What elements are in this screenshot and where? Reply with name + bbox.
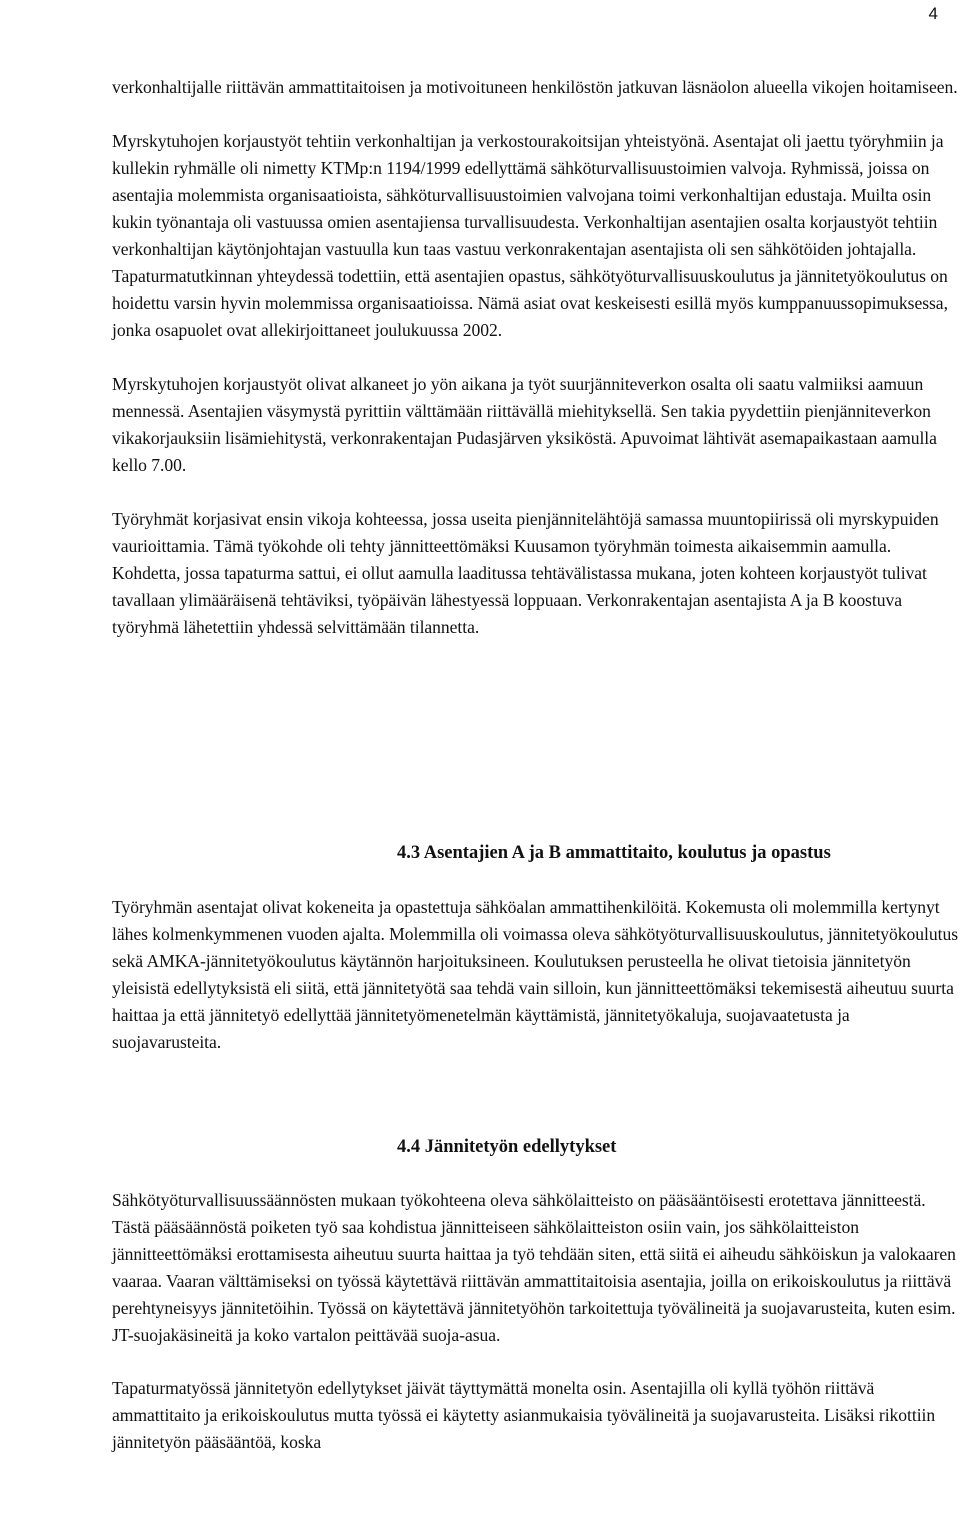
section-heading-4-4: 4.4 Jännitetyön edellytykset (397, 1137, 617, 1157)
paragraph-continuation: verkonhaltijalle riittävän ammattitaitoisen ja motivoituneen henkilöstön jatkuvan läsnäolon alueella vikojen hoitamiseen. (112, 77, 958, 97)
section-4-3-body (112, 894, 960, 1056)
paragraph-live-work-violations: Tapaturmatyössä jännitetyön edellytykset jäivät täyttymättä monelta osin. Asentajilla oli kyllä työhön riittävä ammattitaito ja erikoiskoulutus mutta työssä ei käytetty asianmukaisia työvälineitä ja suojavarusteita. Lisäksi rikottiin jännitetyön pääsääntöä, koska (112, 1378, 936, 1452)
body-text-top (112, 74, 960, 641)
paragraph-live-work-rules: Sähkötyöturvallisuussäännösten mukaan työkohteena oleva sähkölaitteisto on pääsääntöisesti erotettava jännitteestä. Tästä pääsäännöstä poiketen työ saa kohdistua jännitteiseen sähkölaitteiston osiin vain, jos sähkölaitteiston jännitteettömäksi erottamisesta aiheutuu suurta haittaa ja työ tehdään siten, että siitä ei aiheudu sähköiskun ja valokaaren vaaraa. Vaaran välttämiseksi on työssä käytettävä riittävän ammattitaitoisia asentajia, joilla on erikoiskoulutus ja riittävä perehtyneisyys jännitetöihin. Työssä on käytettävä jännitetyöhön tarkoitettuja työvälineitä ja suojavarusteita, kuten esim. JT-suojakäsineitä ja koko vartalon peittävää suoja-asua. (112, 1190, 956, 1345)
paragraph-repair-progress: Myrskytuhojen korjaustyöt olivat alkaneet jo yön aikana ja työt suurjänniteverkon osalta oli saatu valmiiksi aamuun mennessä. Asentajien väsymystä pyrittiin välttämään riittävällä miehityksellä. Sen takia pyydettiin pienjänniteverkon vikakorjauksiin lisämiehitystä, verkonrakentajan Pudasjärven yksiköstä. Apuvoimat lähtivät asemapaikastaan aamulla kello 7.00. (112, 374, 937, 475)
paragraph-training: Työryhmän asentajat olivat kokeneita ja opastettuja sähköalan ammattihenkilöitä. Kokemusta oli molemmilla kertynyt lähes kolmenkymmenen vuoden ajalta. Molemmilla oli voimassa oleva sähkötyöturvallisuuskoulutus, jännitetyökoulutus sekä AMKA-jännitetyökoulutus käytännön harjoituksineen. Koulutuksen perusteella he olivat tietoisia jännitetyön yleisistä edellytyksistä eli siitä, että jännitetyötä saa tehdä vain silloin, kun jännitteettömäksi tekemisestä aiheutuu suurta haittaa ja että jännitetyö edellyttää jännitetyömenetelmän käyttämistä, jännitetyökaluja, suojavaatetusta ja suojavarusteita. (112, 897, 959, 1052)
section-4-4-body (112, 1187, 960, 1456)
page-number: 4 (928, 4, 938, 23)
paragraph-repair-organization: Myrskytuhojen korjaustyöt tehtiin verkonhaltijan ja verkostourakoitsijan yhteistyönä. Asentajat oli jaettu työryhmiin ja kullekin ryhmälle oli nimetty KTMp:n 1194/1999 edellyttämä sähköturvallisuustoimien valvoja. Ryhmissä, joissa on asentajia molemmista organisaatioista, sähköturvallisuustoimien valvojana toimi verkonhaltijan edustaja. Muilta osin kukin työnantaja oli vastuussa omien asentajiensa turvallisuudesta. Verkonhaltijan asentajien osalta korjaustyöt tehtiin verkonhaltijan käytönjohtajan vastuulla kun taas vastuu verkonrakentajan asentajista oli sen sähkötöiden johtajalla. Tapaturmatutkinnan yhteydessä todettiin, että asentajien opastus, sähkötyöturvallisuuskoulutus ja jännitetyökoulutus on hoidettu varsin hyvin molemmissa organisaatioissa. Nämä asiat ovat keskeisesti esillä myös kumppanuussopimuksessa, jonka osapuolet ovat allekirjoittaneet joulukuussa 2002. (112, 131, 948, 340)
section-heading-4-3: 4.3 Asentajien A ja B ammattitaito, koulutus ja opastus (397, 843, 831, 863)
paragraph-work-groups: Työryhmät korjasivat ensin vikoja kohteessa, jossa useita pienjännitelähtöjä samassa muuntopiirissä oli myrskypuiden vaurioittamia. Tämä työkohde oli tehty jännitteettömäksi Kuusamon työryhmän toimesta aikaisemmin aamulla. Kohdetta, jossa tapaturma sattui, ei ollut aamulla laaditussa tehtävälistassa mukana, joten kohteen korjaustyöt tulivat tavallaan ylimääräisenä tehtäviksi, työpäivän lähestyessä loppuaan. Verkonrakentajan asentajista A ja B koostuva työryhmä lähetettiin yhdessä selvittämään tilannetta. (112, 509, 939, 637)
